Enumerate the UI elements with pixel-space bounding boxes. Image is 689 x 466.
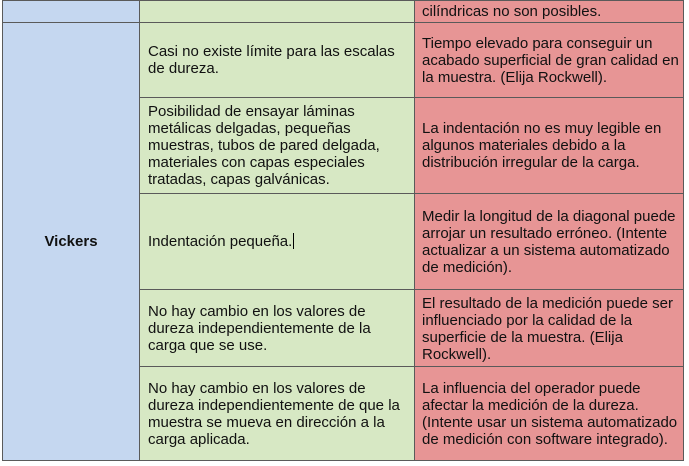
disadvantage-cell[interactable] — [415, 23, 684, 98]
advantage-text: No hay cambio en los valores de dureza independientemente de que la muestra se mueva en dirección a la carga aplicada. — [148, 379, 400, 448]
advantage-text — [140, 233, 414, 250]
advantage-text: Posibilidad de ensayar láminas metálicas delgadas, pequeñas muestras, tubos de pared delgada, materiales con capas especiales tratadas, capas galvánicas. — [148, 103, 380, 188]
disadvantage-text: La influencia del operador puede afectar la medición de la dureza. (Intente usar un sistema automatizado de medición con software integrado). — [422, 380, 678, 448]
comparison-table — [2, 0, 684, 461]
disadvantage-text: La indentación no es muy legible en algunos materiales debido a la distribución irregular de la carga. — [422, 120, 662, 171]
disadvantage-cell-prev — [415, 1, 684, 23]
advantage-cell[interactable] — [140, 23, 415, 98]
disadvantage-cell[interactable] — [415, 98, 684, 194]
advantage-text: No hay cambio en los valores de dureza independientemente de la carga que se use. — [148, 302, 371, 354]
disadvantage-text: cilíndricas no son posibles. — [422, 3, 602, 20]
advantage-text: Casi no existe límite para las escalas de dureza. — [148, 43, 395, 77]
disadvantage-cell[interactable] — [415, 290, 684, 367]
advantage-cell[interactable] — [140, 98, 415, 194]
method-cell — [3, 23, 140, 461]
disadvantage-text: Tiempo elevado para conseguir un acabado superficial de gran calidad en la muestra. (Elija Rockwell). — [422, 35, 679, 86]
disadvantage-cell[interactable] — [415, 367, 684, 461]
advantage-cell[interactable] — [140, 194, 415, 290]
advantage-cell[interactable] — [140, 290, 415, 367]
text-cursor — [293, 233, 294, 249]
advantage-cell-prev — [140, 1, 415, 23]
table-row — [3, 1, 684, 23]
disadvantage-cell[interactable] — [415, 194, 684, 290]
disadvantage-text: El resultado de la medición puede ser influenciado por la calidad de la superficie de la muestra. (Elija Rockwell). — [422, 294, 673, 363]
method-label: Vickers — [44, 232, 98, 250]
advantage-text-content: Indentación pequeña. — [148, 233, 293, 250]
table-row — [3, 23, 684, 98]
advantage-cell[interactable] — [140, 367, 415, 461]
method-cell-prev — [3, 1, 140, 23]
disadvantage-text: Medir la longitud de la diagonal puede arrojar un resultado erróneo. (Intente actualizar a un sistema automatizado de medición). — [422, 208, 676, 276]
